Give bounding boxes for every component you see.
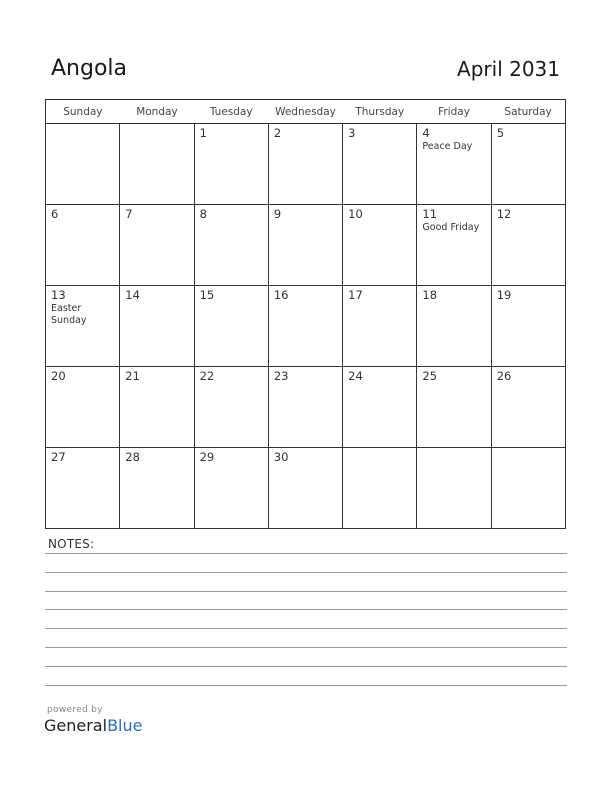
weekday-header: Tuesday [194,100,268,124]
day-cell [120,205,194,286]
day-number: 19 [496,288,512,302]
generalblue-logo [44,716,142,735]
day-cell [268,367,342,448]
day-number: 7 [125,207,133,221]
day-number: 20 [51,369,66,383]
holiday-label: Easter Sunday [51,303,87,326]
day-cell [343,286,417,367]
day-number: 2 [273,126,282,140]
day-cell [268,124,342,205]
day-number: 28 [125,450,140,464]
day-cell [194,124,268,205]
day-number: 1 [199,126,207,140]
day-number: 5 [496,126,505,140]
weekday-header-row [46,100,566,124]
day-cell [46,448,120,529]
week-row [46,448,566,529]
day-cell [417,367,491,448]
week-row [46,124,566,205]
day-cell [491,205,565,286]
note-line [45,609,567,610]
day-number: 12 [496,207,512,221]
day-cell [343,124,417,205]
day-number: 23 [273,369,289,383]
weekday-header: Monday [120,100,194,124]
note-line [45,685,567,686]
day-cell [343,205,417,286]
day-number: 8 [199,207,207,221]
week-row [46,367,566,448]
day-number: 13 [51,288,66,302]
day-cell [417,448,491,529]
day-cell [491,124,565,205]
weekday-header: Thursday [343,100,417,124]
day-cell [194,367,268,448]
weekday-header: Friday [417,100,491,124]
notes-label: NOTES: [48,537,95,551]
month-year-title: April 2031 [457,57,560,81]
day-number: 14 [125,288,140,302]
day-cell [417,205,491,286]
day-number: 24 [348,369,363,383]
weekday-header: Saturday [491,100,565,124]
note-line [45,553,567,554]
week-row [46,205,566,286]
day-cell [120,286,194,367]
day-number: 27 [51,450,66,464]
note-line [45,628,567,629]
day-cell [343,448,417,529]
day-cell [120,124,194,205]
day-cell [268,448,342,529]
note-line [45,647,567,648]
day-cell [417,286,491,367]
weekday-header: Wednesday [268,100,342,124]
day-cell [343,367,417,448]
day-number: 4 [422,126,430,140]
day-number: 22 [199,369,215,383]
day-cell [491,448,565,529]
day-number: 16 [273,288,289,302]
weekday-header: Sunday [46,100,120,124]
calendar-grid [45,99,566,529]
day-cell [46,124,120,205]
day-cell [491,286,565,367]
day-number: 29 [199,450,215,464]
day-cell [120,367,194,448]
day-cell [417,124,491,205]
day-number: 18 [422,288,438,302]
day-number: 10 [348,207,363,221]
day-number: 17 [348,288,363,302]
day-cell [46,286,120,367]
note-line [45,591,567,592]
powered-by-text: powered by [47,705,103,715]
day-cell [194,448,268,529]
day-cell [268,286,342,367]
country-title: Angola [51,56,128,81]
day-cell [268,205,342,286]
note-line [45,572,567,573]
day-cell [491,367,565,448]
day-number: 21 [125,369,140,383]
day-cell [194,286,268,367]
day-number: 26 [496,369,512,383]
day-cell [120,448,194,529]
note-line [45,666,567,667]
day-cell [46,205,120,286]
holiday-label: Good Friday [422,222,480,233]
day-cell [194,205,268,286]
day-number: 30 [273,450,289,464]
day-number: 11 [422,207,438,221]
day-number: 25 [422,369,438,383]
day-number: 6 [51,207,59,221]
day-number: 9 [273,207,282,221]
day-number: 3 [348,126,356,140]
brand-general-text: General [44,716,108,735]
brand-blue-text: Blue [107,716,143,735]
day-number: 15 [199,288,215,302]
holiday-label: Peace Day [422,141,473,152]
week-row [46,286,566,367]
day-cell [46,367,120,448]
